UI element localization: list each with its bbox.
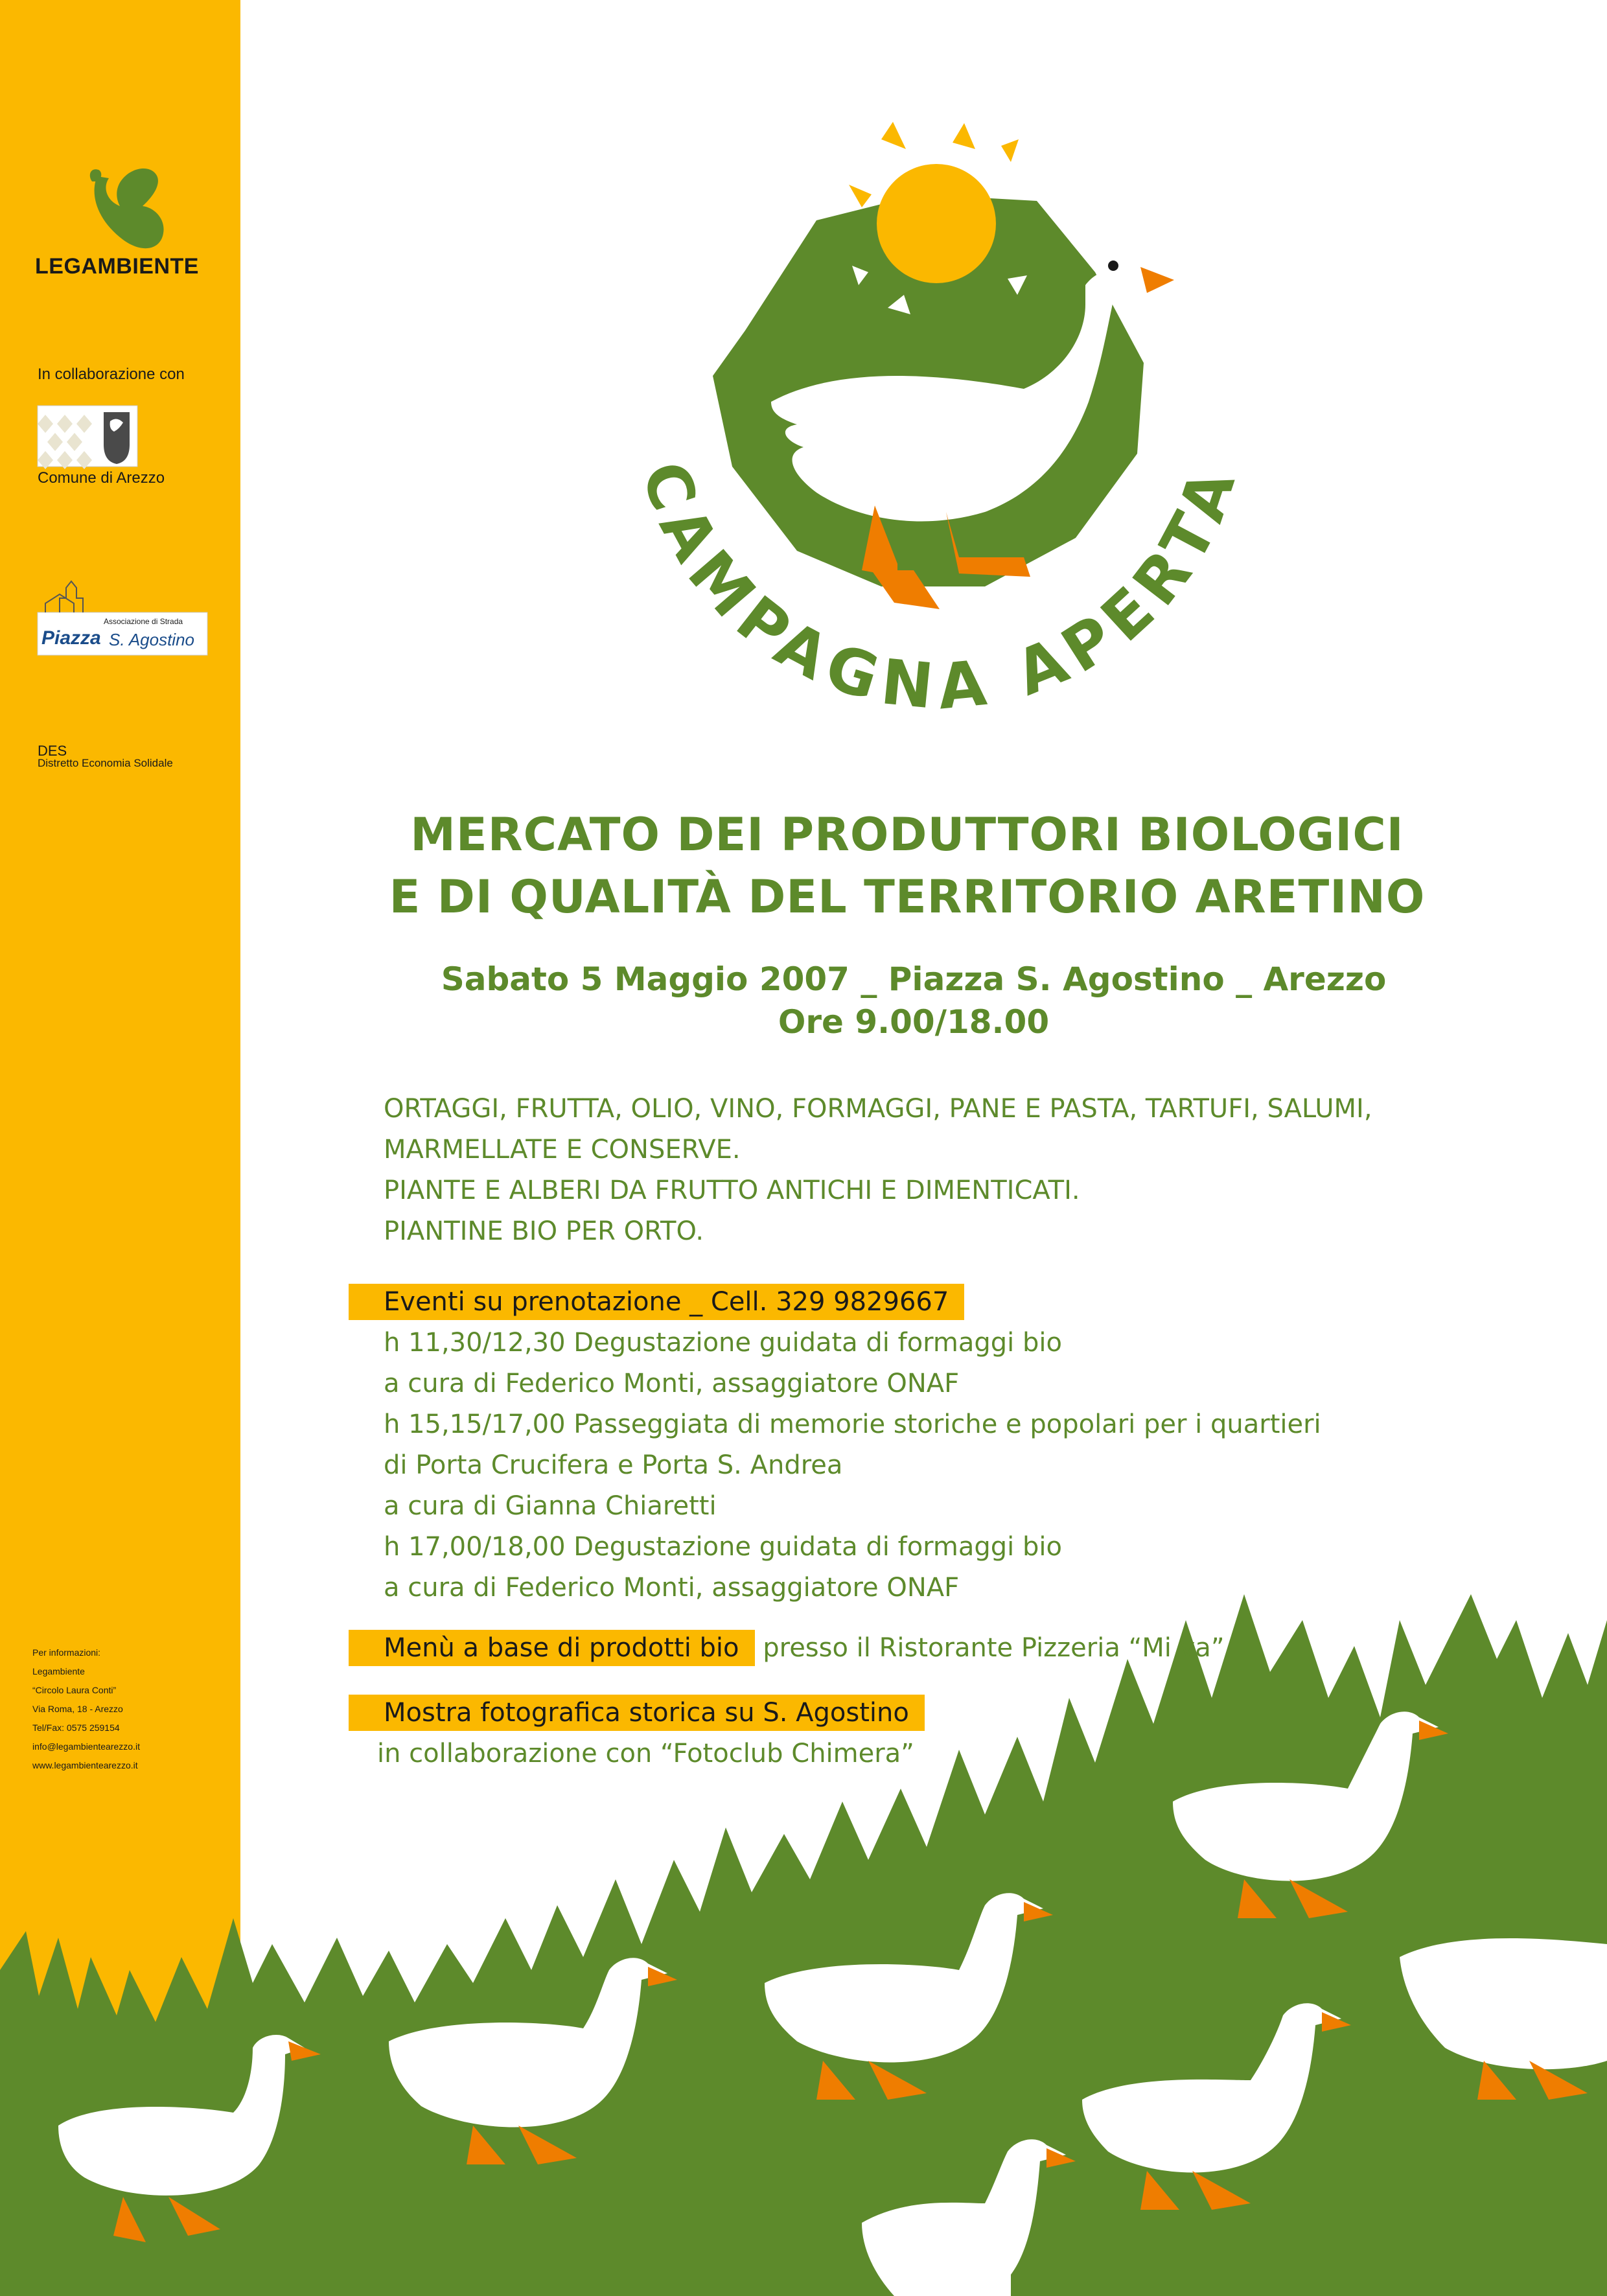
products-line: MARMELLATE E CONSERVE.: [384, 1135, 741, 1165]
events-header: Eventi su prenotazione _ Cell. 329 9829667: [349, 1284, 964, 1320]
date-line: Sabato 5 Maggio 2007 _ Piazza S. Agostino _ Arezzo: [441, 960, 1387, 998]
events-section: [384, 1282, 1321, 1608]
contact-info: [32, 1643, 140, 1775]
des-label: DES: [38, 743, 67, 759]
mostra-section: [377, 1693, 925, 1774]
date-block: [0, 958, 1607, 1043]
campagna-aperta-logo: [627, 122, 1252, 724]
info-email-link[interactable]: info@legambientearezzo.it: [32, 1741, 140, 1752]
event-line: h 17,00/18,00 Degustazione guidata di formaggi bio: [384, 1532, 1062, 1562]
assoc-name-a: Piazza: [41, 627, 101, 649]
legambiente-logo-icon: [90, 168, 164, 248]
info-line: Legambiente: [32, 1666, 85, 1676]
hours-line: Ore 9.00/18.00: [778, 1003, 1050, 1041]
event-line: a cura di Federico Monti, assaggiatore ONAF: [384, 1573, 960, 1603]
main-heading: [0, 804, 1607, 928]
info-line: Per informazioni:: [32, 1647, 101, 1658]
assoc-small-label: Associazione di Strada: [104, 617, 183, 626]
info-line: “Circolo Laura Conti”: [32, 1685, 117, 1695]
menu-section: [384, 1628, 1225, 1669]
menu-highlight: Menù a base di prodotti bio: [349, 1630, 755, 1666]
info-line: Via Roma, 18 - Arezzo: [32, 1704, 123, 1714]
info-website-link[interactable]: www.legambientearezzo.it: [32, 1760, 138, 1770]
products-line: PIANTINE BIO PER ORTO.: [384, 1216, 704, 1246]
info-line: Tel/Fax: 0575 259154: [32, 1722, 120, 1733]
event-line: h 15,15/17,00 Passeggiata di memorie storiche e popolari per i quartieri: [384, 1409, 1321, 1439]
logo-arc-text: CAMPAGNA APERTA: [627, 452, 1253, 724]
heading-line-1: MERCATO DEI PRODUTTORI BIOLOGICI: [410, 808, 1404, 861]
heading-line-2: E DI QUALITÀ DEL TERRITORIO ARETINO: [389, 870, 1426, 923]
mostra-sub: in collaborazione con “Fotoclub Chimera”: [377, 1739, 914, 1768]
des-subtitle: Distretto Economia Solidale: [38, 757, 173, 769]
mostra-highlight: Mostra fotografica storica su S. Agostino: [349, 1695, 925, 1731]
menu-rest: presso il Ristorante Pizzeria “Mi va”: [763, 1633, 1225, 1663]
products-list: [384, 1089, 1372, 1252]
assoc-name-b: S. Agostino: [109, 630, 195, 649]
collaboration-label: In collaborazione con: [38, 365, 185, 383]
comune-arezzo-crest-icon: [38, 406, 137, 469]
legambiente-label: LEGAMBIENTE: [35, 254, 199, 279]
event-line: h 11,30/12,30 Degustazione guidata di formaggi bio: [384, 1328, 1062, 1358]
event-line: a cura di Federico Monti, assaggiatore ONAF: [384, 1369, 960, 1398]
comune-label: Comune di Arezzo: [38, 469, 165, 487]
event-line: a cura di Gianna Chiaretti: [384, 1491, 717, 1521]
products-line: ORTAGGI, FRUTTA, OLIO, VINO, FORMAGGI, PANE E PASTA, TARTUFI, SALUMI,: [384, 1094, 1372, 1124]
products-line: PIANTE E ALBERI DA FRUTTO ANTICHI E DIMENTICATI.: [384, 1176, 1080, 1205]
event-line: di Porta Crucifera e Porta S. Andrea: [384, 1450, 843, 1480]
